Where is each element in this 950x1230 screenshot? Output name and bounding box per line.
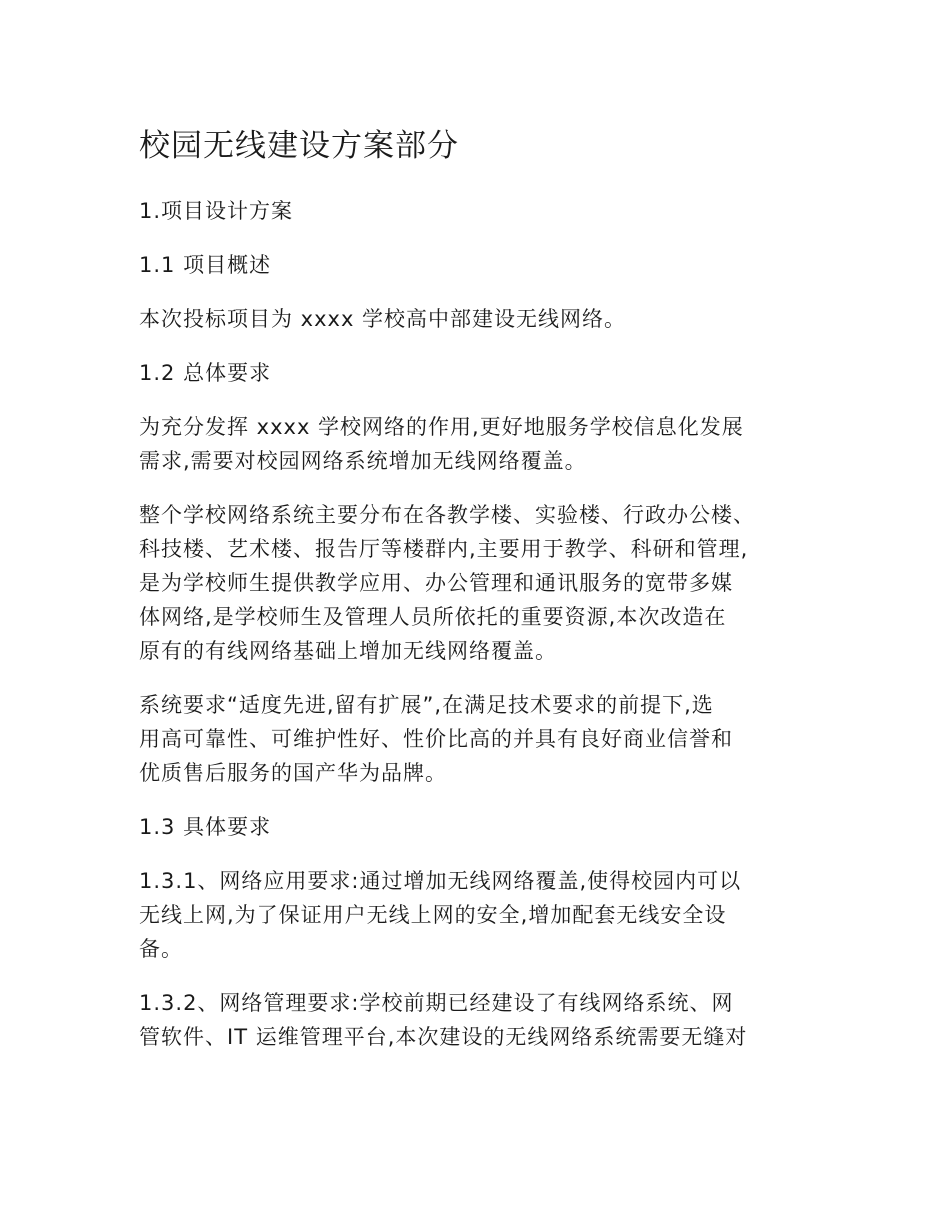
paragraph-general-requirement-2	[139, 498, 819, 668]
text-line: 1.3.2、网络管理要求:学校前期已经建设了有线网络系统、网	[139, 991, 734, 1015]
section-heading-1-3: 1.3 具体要求	[139, 815, 272, 839]
text-line: 备。	[139, 937, 183, 961]
section-heading-1-1: 1.1 项目概述	[139, 253, 272, 277]
text-line: 是为学校师生提供教学应用、办公管理和通讯服务的宽带多媒	[139, 571, 733, 595]
text-line: 为充分发挥 xxxx 学校网络的作用,更好地服务学校信息化发展	[139, 415, 744, 439]
section-heading-1: 1.项目设计方案	[139, 199, 294, 223]
text-line: 原有的有线网络基础上增加无线网络覆盖。	[139, 639, 557, 663]
section-heading-1-2: 1.2 总体要求	[139, 361, 272, 385]
document-body	[139, 118, 819, 1074]
paragraph-general-requirement-1	[139, 410, 819, 478]
paragraph-project-overview: 本次投标项目为 xxxx 学校高中部建设无线网络。	[139, 307, 627, 331]
paragraph-network-application-requirement	[139, 864, 819, 966]
text-line: 管软件、IT 运维管理平台,本次建设的无线网络系统需要无缝对	[139, 1025, 748, 1049]
text-line: 科技楼、艺术楼、报告厅等楼群内,主要用于教学、科研和管理,	[139, 537, 749, 561]
text-line: 用高可靠性、可维护性好、性价比高的并具有良好商业信誉和	[139, 727, 733, 751]
text-line: 无线上网,为了保证用户无线上网的安全,增加配套无线安全设	[139, 903, 727, 927]
text-line: 系统要求“适度先进,留有扩展”,在满足技术要求的前提下,选	[139, 693, 714, 717]
paragraph-network-management-requirement	[139, 986, 819, 1054]
text-line: 优质售后服务的国产华为品牌。	[139, 761, 447, 785]
text-line: 需求,需要对校园网络系统增加无线网络覆盖。	[139, 449, 587, 473]
paragraph-general-requirement-3	[139, 688, 819, 790]
text-line: 体网络,是学校师生及管理人员所依托的重要资源,本次改造在	[139, 605, 727, 629]
document-title: 校园无线建设方案部分	[139, 128, 459, 164]
text-line: 整个学校网络系统主要分布在各教学楼、实验楼、行政办公楼、	[139, 503, 755, 527]
text-line: 1.3.1、网络应用要求:通过增加无线网络覆盖,使得校园内可以	[139, 869, 742, 893]
